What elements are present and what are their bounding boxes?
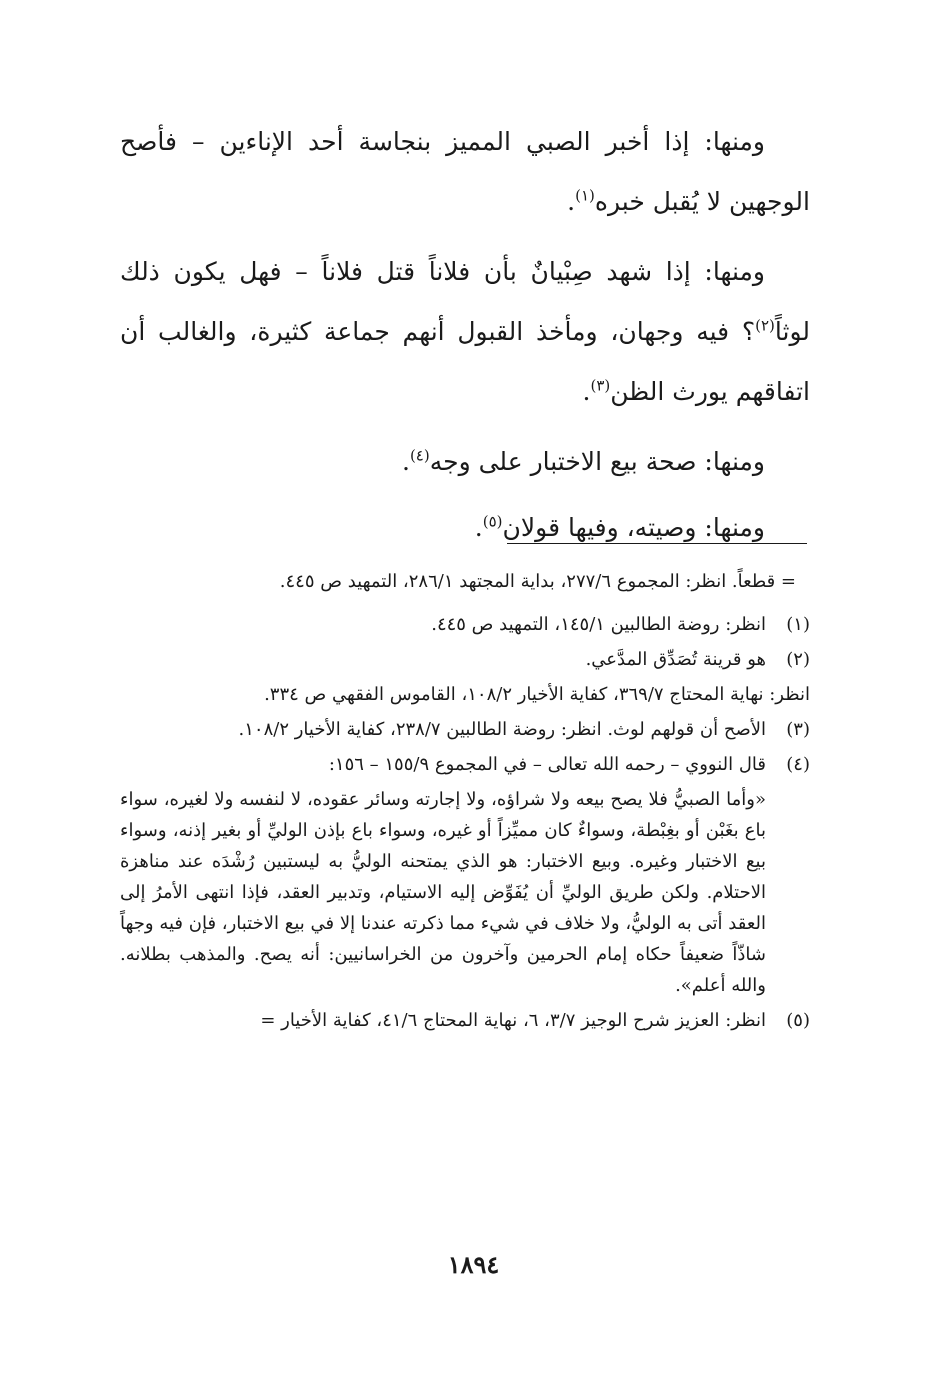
paragraph-2-text-a: ومنها: إذا شهد صِبْيانٌ بأن فلاناً قتل فلاناً – فهل يكون ذلك لوثاً [120,257,810,346]
footnote-2-text: هو قرينة تُصَدِّق المدَّعي. [585,649,766,670]
paragraph-3 [120,432,810,492]
paragraph-1-end: . [567,187,576,216]
footnote-ref-5[interactable]: (٥) [482,512,503,531]
paragraph-4-end: . [474,513,483,542]
paragraph-4 [120,498,810,558]
footnote-3-text: الأصح أن قولهم لوث. انظر: روضة الطالبين ٢٣٨/٧، كفاية الأخيار ١٠٨/٢. [238,719,766,740]
paragraph-2-text-b: ؟ فيه وجهان، ومأخذ القبول أنهم جماعة كثيرة، والغالب أن اتفاقهم يورث الظن [120,317,810,406]
footnote-5 [120,1005,810,1036]
footnote-2 [120,644,810,675]
footnote-4-quote: «وأما الصبيُّ فلا يصح بيعه ولا شراؤه، ولا إجارته وسائر عقوده، لا لنفسه ولا لغيره، سواء باع بغَبْن أو بغِبْطة، وسواءٌ كان مميِّزاً أو غيره، وسواء باع بإذن الوليِّ أو بغير إذنه، وسواء بيع الاختبار وغيره. وبيع الاختبار: هو الذي يمتحنه الوليُّ به ليستبين رُشْدَه عند مناهزة الاحتلام. ولكن طريق الوليِّ أن يُفَوِّض إليه الاستيام، وتدبير العقد، فإذا انتهى الأمرُ إلى العقد أتى به الوليُّ، ولا خلاف في شيء مما ذكرته عندنا إلا في بيع الاختبار، فإن فيه وجهاً شاذّاً ضعيفاً حكاه إمام الحرمين وآخرون من الخراسانيين: أنه يصح. والمذهب بطلانه. والله أعلم». [120,789,766,996]
footnote-ref-2[interactable]: (٢) [755,316,775,335]
page-number: ١٨٩٤ [447,1250,500,1279]
footnote-1 [120,609,810,640]
footnote-ref-4[interactable]: (٤) [409,446,430,465]
main-text [120,112,810,564]
paragraph-3-end: . [401,447,410,476]
paragraph-2 [120,242,810,422]
footnote-3 [120,714,810,745]
footnotes [120,566,810,1040]
footnote-continuation: = قطعاً. انظر: المجموع ٢٧٧/٦، بداية المجتهد ٢٨٦/١، التمهيد ص ٤٤٥. [279,571,796,592]
footnote-5-number: (٥) [786,1010,810,1031]
footnote-4-number: (٤) [786,754,810,775]
footnote-separator [507,543,807,544]
paragraph-1 [120,112,810,232]
footnote-ref-1[interactable]: (١) [575,186,595,205]
footnote-2-sources: انظر: نهاية المحتاج ٣٦٩/٧، كفاية الأخيار ١٠٨/٢، القاموس الفقهي ص ٣٣٤. [264,684,810,705]
footnote-1-number: (١) [786,614,810,635]
paragraph-2-end: . [582,377,591,406]
footnote-4 [120,749,810,780]
footnote-4-text: قال النووي – رحمه الله تعالى – في المجموع ١٥٥/٩ – ١٥٦: [328,754,766,775]
footnote-3-number: (٣) [786,719,810,740]
paragraph-1-text: ومنها: إذا أخبر الصبي المميز بنجاسة أحد الإناءين – فأصح الوجهين لا يُقبل خبره [120,127,810,216]
footnote-ref-3[interactable]: (٣) [590,376,611,395]
paragraph-3-text: ومنها: صحة بيع الاختبار على وجه [429,447,765,476]
footnote-1-text: انظر: روضة الطالبين ١٤٥/١، التمهيد ص ٤٤٥. [431,614,766,635]
footnote-5-text: انظر: العزيز شرح الوجيز ٣/٧، ٦، نهاية المحتاج ٤١/٦، كفاية الأخيار = [260,1010,766,1031]
footnote-2-number: (٢) [786,649,810,670]
paragraph-4-text: ومنها: وصيته، وفيها قولان [502,513,765,542]
